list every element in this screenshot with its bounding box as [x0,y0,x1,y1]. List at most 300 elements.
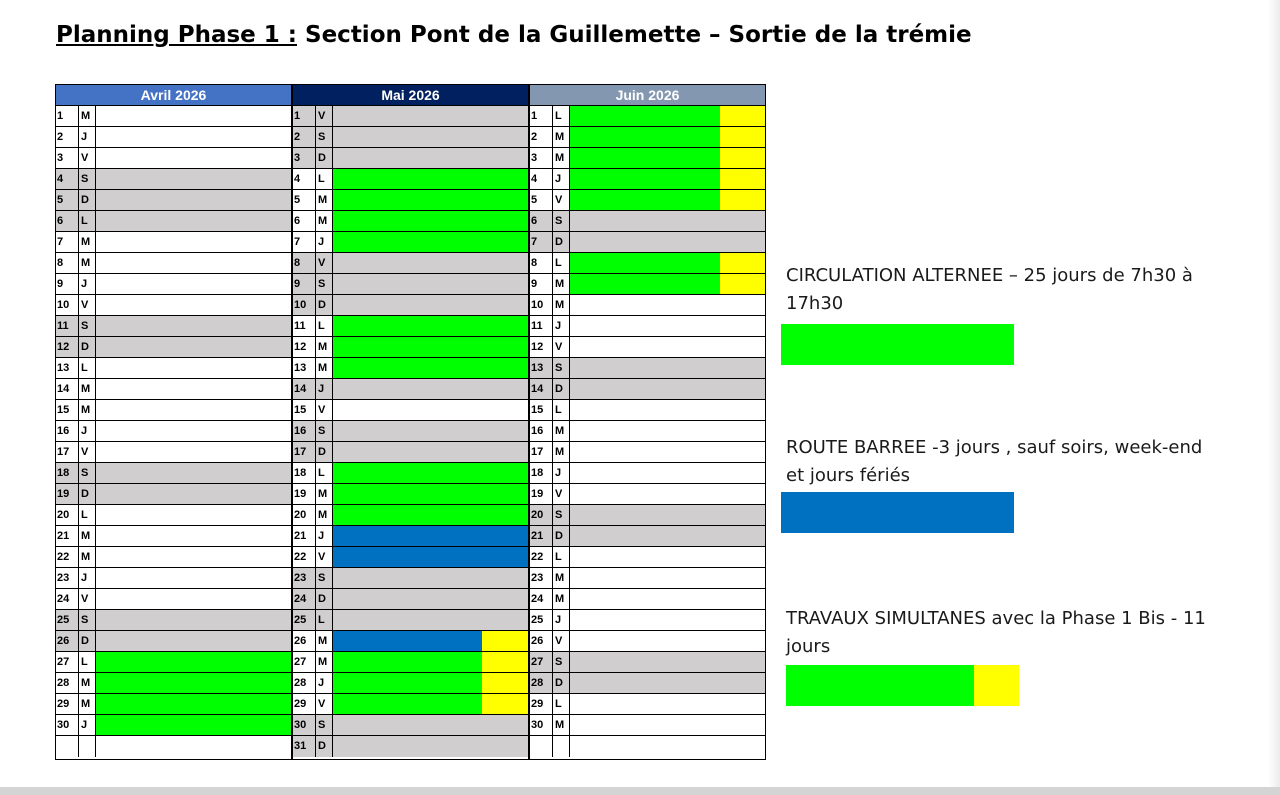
day-row [530,589,765,610]
simultaneous-works-marker [720,253,765,273]
day-letter: J [79,421,96,441]
day-letter: J [553,169,570,189]
day-status-cell [333,547,528,567]
day-row [56,463,291,484]
calendar-month-juin [529,84,766,760]
day-status-cell [570,463,765,483]
day-letter: S [316,127,333,147]
day-row [530,652,765,673]
day-status-cell [96,211,291,231]
day-letter: L [316,316,333,336]
calendar-month-mai [292,84,529,760]
simultaneous-works-marker [482,694,528,714]
day-number: 21 [530,526,553,546]
day-status-cell [570,526,765,546]
day-letter: L [79,211,96,231]
day-number: 1 [293,106,316,126]
day-letter: M [316,190,333,210]
day-row [56,169,291,190]
day-letter: D [79,190,96,210]
day-status-cell [570,673,765,693]
day-row [56,631,291,652]
legend-travaux-swatch-green [786,665,974,706]
day-status-cell [96,568,291,588]
day-status-cell [570,631,765,651]
day-row [530,694,765,715]
day-letter: M [79,253,96,273]
day-status-cell [570,253,765,273]
day-status-cell [333,358,528,378]
day-number: 10 [293,295,316,315]
day-status-cell [96,442,291,462]
day-number: 7 [530,232,553,252]
legend-travaux-label: TRAVAUX SIMULTANES avec la Phase 1 Bis - 11 jours [786,608,1206,657]
day-status-cell [333,694,528,714]
day-row [530,610,765,631]
day-status-cell [570,610,765,630]
day-row [56,526,291,547]
day-number: 8 [293,253,316,273]
day-letter: L [79,505,96,525]
day-letter: M [316,652,333,672]
day-status-cell [96,295,291,315]
day-number: 4 [530,169,553,189]
day-number: 13 [293,358,316,378]
day-row [56,568,291,589]
day-number: 3 [530,148,553,168]
day-number: 3 [293,148,316,168]
day-number: 22 [56,547,79,567]
day-letter: D [316,148,333,168]
page-bottom-shadow [0,787,1280,795]
day-number: 16 [530,421,553,441]
day-row [56,190,291,211]
day-number: 20 [530,505,553,525]
day-letter: S [79,610,96,630]
day-row [56,442,291,463]
day-status-cell [570,589,765,609]
day-status-cell [570,715,765,735]
day-status-cell [333,379,528,399]
day-number: 8 [56,253,79,273]
day-letter: M [316,484,333,504]
day-number: 30 [293,715,316,735]
day-letter: D [79,631,96,651]
day-number: 25 [293,610,316,630]
day-status-cell [570,337,765,357]
day-number: 28 [530,673,553,693]
day-status-cell [96,547,291,567]
day-status-cell [570,421,765,441]
day-row [293,253,528,274]
day-number: 14 [56,379,79,399]
day-number: 22 [530,547,553,567]
day-number [530,736,553,757]
day-letter: D [316,736,333,757]
day-number: 15 [56,400,79,420]
day-row [293,589,528,610]
day-number: 30 [530,715,553,735]
day-letter: J [79,127,96,147]
day-row [293,148,528,169]
day-row [56,127,291,148]
day-status-cell [570,295,765,315]
day-row [56,295,291,316]
day-number: 22 [293,547,316,567]
day-row [293,652,528,673]
day-row [530,463,765,484]
day-row [56,253,291,274]
month-header: Avril 2026 [56,85,291,106]
day-row [530,400,765,421]
day-row [56,106,291,127]
day-number: 20 [56,505,79,525]
month-header: Juin 2026 [530,85,765,106]
day-number: 4 [293,169,316,189]
day-letter: S [553,358,570,378]
day-status-cell [96,736,291,757]
day-number: 23 [56,568,79,588]
day-letter: V [553,337,570,357]
day-row [530,190,765,211]
day-number: 18 [293,463,316,483]
day-row [530,631,765,652]
day-number: 16 [293,421,316,441]
day-letter: L [316,463,333,483]
day-number: 5 [56,190,79,210]
day-letter: S [316,421,333,441]
day-number: 26 [530,631,553,651]
day-row [293,232,528,253]
day-number: 1 [530,106,553,126]
day-number: 18 [530,463,553,483]
day-number: 8 [530,253,553,273]
day-number: 11 [293,316,316,336]
day-letter: L [553,400,570,420]
day-status-cell [96,694,291,714]
day-row [530,673,765,694]
day-row [293,295,528,316]
day-row [293,169,528,190]
day-status-cell [570,694,765,714]
day-status-cell [333,610,528,630]
day-row [293,421,528,442]
day-row [530,148,765,169]
day-letter: V [316,106,333,126]
day-status-cell [570,505,765,525]
day-status-cell [333,295,528,315]
day-letter: M [316,505,333,525]
day-letter: S [553,505,570,525]
day-number: 24 [56,589,79,609]
day-status-cell [333,568,528,588]
legend-circulation-label: CIRCULATION ALTERNEE – 25 jours de 7h30 à 17h30 [786,265,1193,314]
day-row [56,421,291,442]
day-row [530,421,765,442]
day-status-cell [96,127,291,147]
day-number: 28 [56,673,79,693]
day-number: 14 [530,379,553,399]
day-row [530,547,765,568]
day-letter: M [79,379,96,399]
day-row [530,715,765,736]
day-row [293,715,528,736]
day-letter: D [79,484,96,504]
day-number: 14 [293,379,316,399]
day-status-cell [570,547,765,567]
day-row [56,589,291,610]
day-status-cell [96,337,291,357]
day-row [293,736,528,757]
day-letter: D [553,526,570,546]
day-row [293,316,528,337]
day-status-cell [96,400,291,420]
day-letter: M [553,127,570,147]
day-letter: M [553,715,570,735]
day-status-cell [96,169,291,189]
day-number: 29 [530,694,553,714]
day-number: 9 [293,274,316,294]
day-row [530,358,765,379]
day-letter: S [553,652,570,672]
day-row [530,232,765,253]
day-number: 6 [293,211,316,231]
day-number: 3 [56,148,79,168]
day-status-cell [333,442,528,462]
day-status-cell [96,232,291,252]
day-status-cell [570,106,765,126]
day-row [530,568,765,589]
day-row [56,358,291,379]
day-number: 10 [530,295,553,315]
day-number: 19 [56,484,79,504]
day-letter: J [316,379,333,399]
day-status-cell [96,631,291,651]
day-row [56,274,291,295]
day-status-cell [333,148,528,168]
day-number: 29 [56,694,79,714]
month-header: Mai 2026 [293,85,528,106]
day-letter: J [316,526,333,546]
day-row [56,694,291,715]
day-number: 31 [293,736,316,757]
simultaneous-works-marker [720,169,765,189]
day-letter: J [79,715,96,735]
day-number: 21 [56,526,79,546]
day-number: 27 [530,652,553,672]
day-number: 27 [293,652,316,672]
day-number: 26 [293,631,316,651]
day-row [530,295,765,316]
day-status-cell [333,673,528,693]
day-row [293,631,528,652]
day-letter: D [316,295,333,315]
title-main: Section Pont de la Guillemette – Sortie de la trémie [305,22,972,48]
day-number: 26 [56,631,79,651]
day-status-cell [333,484,528,504]
day-letter: L [553,253,570,273]
day-number: 15 [293,400,316,420]
day-status-cell [570,736,765,757]
day-row [293,127,528,148]
day-row [530,736,765,757]
day-number: 12 [293,337,316,357]
day-status-cell [570,169,765,189]
day-row [293,337,528,358]
day-letter: D [553,379,570,399]
day-letter: D [316,589,333,609]
day-status-cell [96,505,291,525]
day-row [56,211,291,232]
day-letter: M [553,589,570,609]
day-number: 12 [530,337,553,357]
day-row [293,274,528,295]
day-letter: J [553,316,570,336]
day-status-cell [333,211,528,231]
day-number: 2 [56,127,79,147]
day-letter: D [553,673,570,693]
day-status-cell [96,526,291,546]
day-number: 5 [293,190,316,210]
title-prefix: Planning Phase 1 : [56,22,297,48]
day-letter: M [553,568,570,588]
day-row [530,106,765,127]
day-row [530,442,765,463]
day-row [56,715,291,736]
day-row [530,379,765,400]
day-status-cell [570,652,765,672]
day-letter: J [79,568,96,588]
page-edge-shadow [1268,0,1280,787]
day-number: 21 [293,526,316,546]
day-letter: M [553,421,570,441]
day-letter [553,736,570,757]
day-row [56,379,291,400]
day-number: 15 [530,400,553,420]
day-number: 13 [530,358,553,378]
page-title [56,22,972,48]
day-status-cell [570,316,765,336]
day-status-cell [96,715,291,735]
day-letter: V [79,442,96,462]
day-row [56,148,291,169]
day-status-cell [333,400,528,420]
day-status-cell [570,211,765,231]
day-number: 9 [56,274,79,294]
day-status-cell [96,484,291,504]
day-status-cell [96,316,291,336]
day-row [56,316,291,337]
simultaneous-works-marker [720,274,765,294]
day-row [530,505,765,526]
day-status-cell [96,610,291,630]
day-row [530,253,765,274]
simultaneous-works-marker [720,148,765,168]
day-row [293,400,528,421]
day-row [56,505,291,526]
day-letter: M [553,295,570,315]
day-number: 19 [293,484,316,504]
day-status-cell [333,736,528,757]
day-letter: J [316,673,333,693]
day-status-cell [570,400,765,420]
day-letter: S [316,715,333,735]
day-status-cell [333,127,528,147]
day-letter: M [553,148,570,168]
day-row [56,673,291,694]
day-row [56,232,291,253]
day-row [293,358,528,379]
day-letter: L [79,652,96,672]
day-status-cell [96,190,291,210]
day-status-cell [570,442,765,462]
day-number: 30 [56,715,79,735]
day-status-cell [96,148,291,168]
day-letter: V [316,547,333,567]
day-letter: M [316,631,333,651]
day-rows [293,106,528,757]
simultaneous-works-marker [720,127,765,147]
day-letter: V [316,253,333,273]
day-status-cell [96,463,291,483]
day-row [293,610,528,631]
day-status-cell [333,589,528,609]
day-row [293,568,528,589]
day-letter: V [79,589,96,609]
day-row [293,442,528,463]
day-row [56,736,291,757]
day-letter: J [553,463,570,483]
day-status-cell [570,190,765,210]
day-status-cell [96,358,291,378]
day-status-cell [570,274,765,294]
day-row [530,211,765,232]
day-row [56,400,291,421]
day-number: 6 [56,211,79,231]
day-number: 11 [530,316,553,336]
day-letter: M [553,442,570,462]
day-status-cell [333,190,528,210]
simultaneous-works-marker [482,652,528,672]
day-row [293,694,528,715]
day-row [56,547,291,568]
day-row [293,211,528,232]
day-letter: M [79,400,96,420]
day-letter: S [316,568,333,588]
day-letter: M [316,211,333,231]
day-status-cell [570,358,765,378]
day-status-cell [333,463,528,483]
day-number: 23 [530,568,553,588]
day-status-cell [96,421,291,441]
legend-route-barree-swatch [781,492,1014,533]
day-letter: M [79,232,96,252]
day-number: 9 [530,274,553,294]
day-row [530,274,765,295]
day-number: 7 [293,232,316,252]
day-rows [530,106,765,757]
day-status-cell [570,568,765,588]
day-letter: V [79,295,96,315]
simultaneous-works-marker [720,190,765,210]
day-number: 23 [293,568,316,588]
day-number: 28 [293,673,316,693]
day-letter: M [553,274,570,294]
day-letter: L [553,547,570,567]
day-row [530,127,765,148]
day-status-cell [333,337,528,357]
day-number: 6 [530,211,553,231]
